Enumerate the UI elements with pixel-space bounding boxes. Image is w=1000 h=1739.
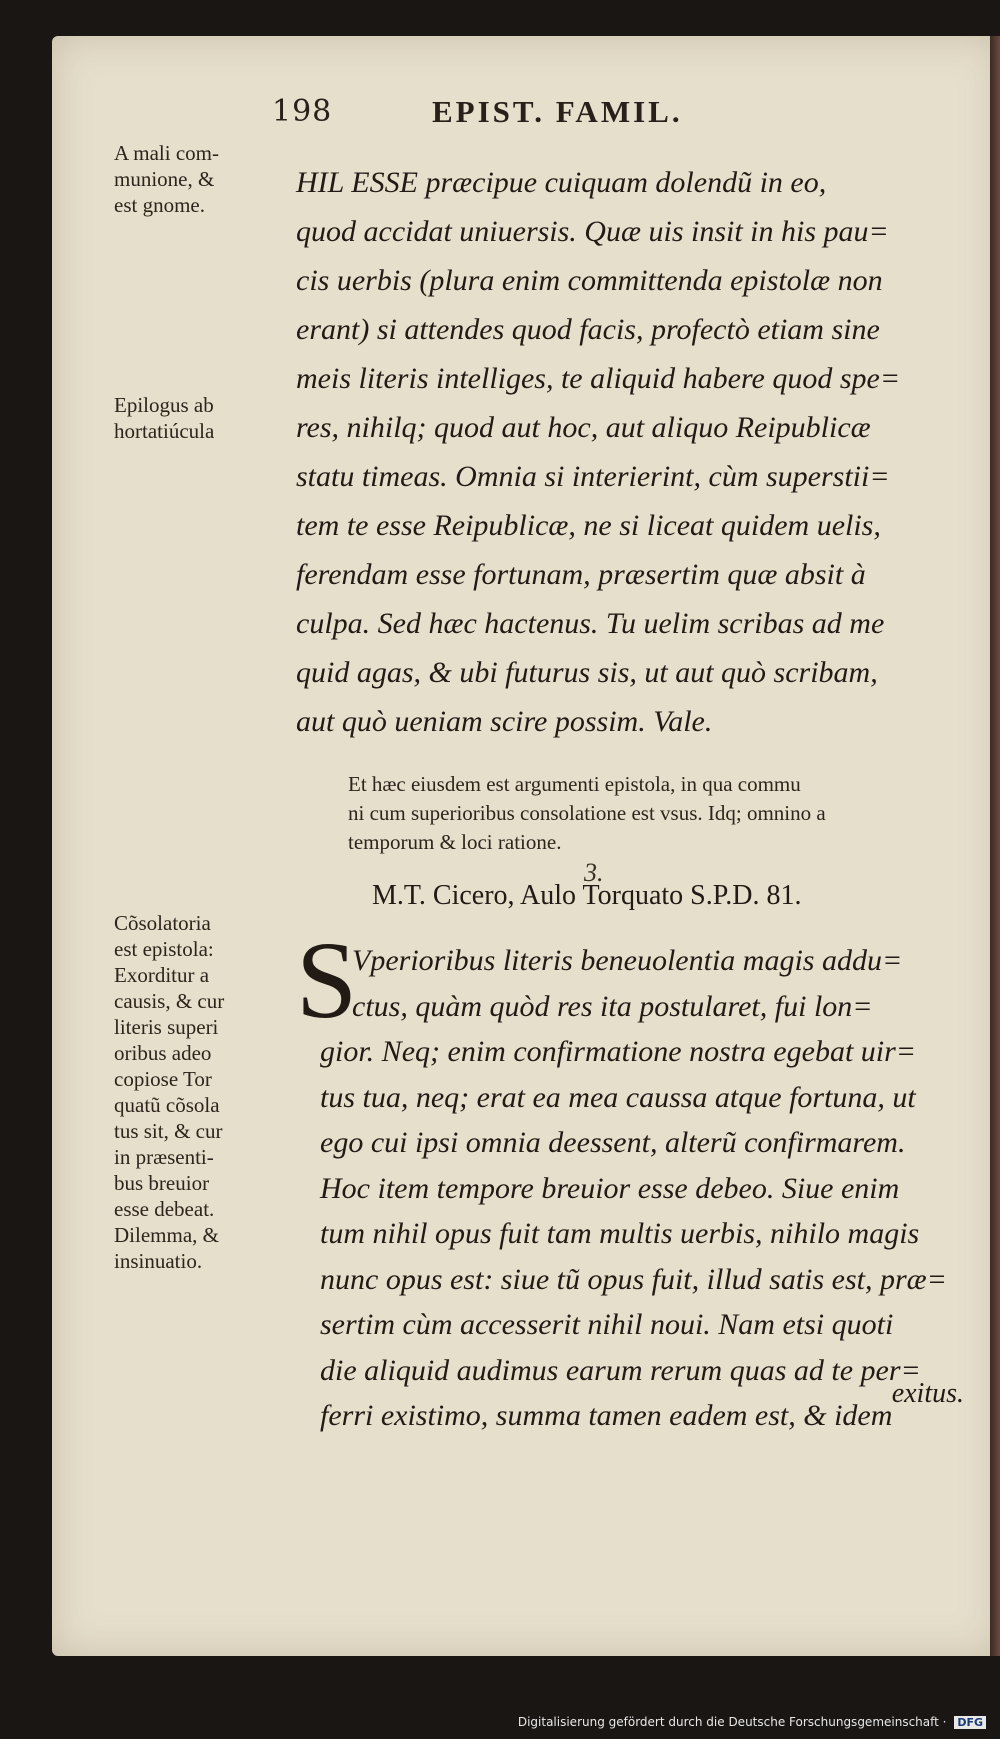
margin-note-line: causis, & cur: [114, 989, 225, 1013]
margin-note-line: esse debeat.: [114, 1197, 215, 1221]
text-line: gior. Neq; enim confirmatione nostra egebat uir=: [320, 1035, 917, 1068]
page-edge: [990, 36, 1000, 1656]
running-head-title: EPIST. FAMIL.: [432, 94, 683, 129]
text-line: quid agas, & ubi futurus sis, ut aut quò scribam,: [296, 656, 878, 689]
catchword: exitus.: [891, 1378, 964, 1409]
text-line: ctus, quàm quòd res ita postularet, fui lon=: [352, 989, 873, 1023]
margin-note-line: copiose Tor: [114, 1067, 212, 1091]
text-line: quod accidat uniuersis. Quæ uis insit in his pau=: [296, 215, 889, 248]
letter-number: 3.: [584, 858, 604, 887]
margin-note-line: Exorditur a: [114, 963, 210, 987]
digitization-credit: [518, 1715, 986, 1729]
text-line: aut quò ueniam scire possim. Vale.: [296, 705, 713, 738]
text-line: ferendam esse fortunam, præsertim quæ absit à: [296, 558, 866, 591]
letter-heading: M.T. Cicero, Aulo Torquato S.P.D. 81.: [372, 880, 802, 911]
text-line: tus tua, neq; erat ea mea caussa atque fortuna, ut: [320, 1080, 916, 1114]
margin-note-line: oribus adeo: [114, 1041, 212, 1065]
margin-note-line: munione, &: [114, 167, 215, 191]
text-line: Vperioribus literis beneuolentia magis addu=: [352, 944, 903, 977]
argument-line: temporum & loci ratione.: [348, 830, 562, 854]
margin-note-line: Cõsolatoria: [114, 911, 211, 935]
credit-text: Digitalisierung gefördert durch die Deutsche Forschungsgemeinschaft ·: [517, 1715, 947, 1729]
text-line: HIL ESSE præcipue cuiquam dolendũ in eo,: [296, 166, 827, 199]
margin-note-line: literis superi: [114, 1015, 219, 1039]
running-head: [0, 94, 948, 134]
text-line: nunc opus est: siue tũ opus fuit, illud satis est, præ=: [320, 1262, 947, 1296]
margin-note-line: Dilemma, &: [114, 1223, 219, 1247]
margin-note-line: tus sit, & cur: [114, 1119, 223, 1143]
text-line: die aliquid audimus earum rerum quas ad te per=: [320, 1353, 921, 1387]
text-line: ferri existimo, summa tamen eadem est, & idem: [320, 1399, 893, 1432]
margin-note-line: insinuatio.: [114, 1249, 203, 1273]
argument-line: Et hæc eiusdem est argumenti epistola, in qua commu: [348, 772, 801, 796]
text-line: erant) si attendes quod facis, profectò etiam sine: [296, 313, 880, 346]
margin-note-line: Epilogus ab: [114, 393, 214, 417]
text-line: culpa. Sed hæc hactenus. Tu uelim scribas ad me: [296, 607, 885, 640]
text-line: Hoc item tempore breuior esse debeo. Siue enim: [320, 1171, 900, 1205]
margin-note-line: est gnome.: [114, 193, 205, 217]
dfg-logo: DFG: [954, 1716, 986, 1729]
argument-summary: [348, 770, 928, 857]
text-line: sertim cùm accesserit nihil noui. Nam etsi quoti: [320, 1308, 894, 1341]
text-line: cis uerbis (plura enim committenda epistolæ non: [296, 264, 883, 297]
margin-note-line: quatũ cõsola: [114, 1093, 220, 1117]
margin-note-1: [114, 140, 294, 218]
argument-line: ni cum superioribus consolatione est vsus. Idq; omnino a: [348, 801, 826, 825]
margin-note-line: hortatiúcula: [114, 419, 215, 443]
margin-note-line: bus breuior: [114, 1171, 210, 1195]
letter-text-2: [320, 938, 972, 1439]
margin-note-3: [114, 910, 294, 1274]
margin-note-line: in præsenti-: [114, 1145, 214, 1169]
page-number: 198: [272, 94, 333, 129]
text-line: tem te esse Reipublicæ, ne si liceat quidem uelis,: [296, 509, 881, 542]
letter-text-1: [296, 158, 916, 746]
margin-note-line: A mali com-: [114, 141, 219, 165]
text-line: res, nihilq; quod aut hoc, aut aliquo Reipublicæ: [296, 411, 871, 444]
margin-note-line: est epistola:: [114, 937, 214, 961]
text-line: meis literis intelliges, te aliquid habere quod spe=: [296, 362, 901, 395]
margin-note-2: [114, 392, 294, 444]
text-line: tum nihil opus fuit tam multis uerbis, nihilo magis: [320, 1217, 920, 1250]
text-line: statu timeas. Omnia si interierint, cùm superstii=: [296, 460, 890, 493]
text-line: ego cui ipsi omnia deessent, alterũ confirmarem.: [320, 1126, 906, 1159]
drop-cap: S: [296, 919, 358, 1041]
